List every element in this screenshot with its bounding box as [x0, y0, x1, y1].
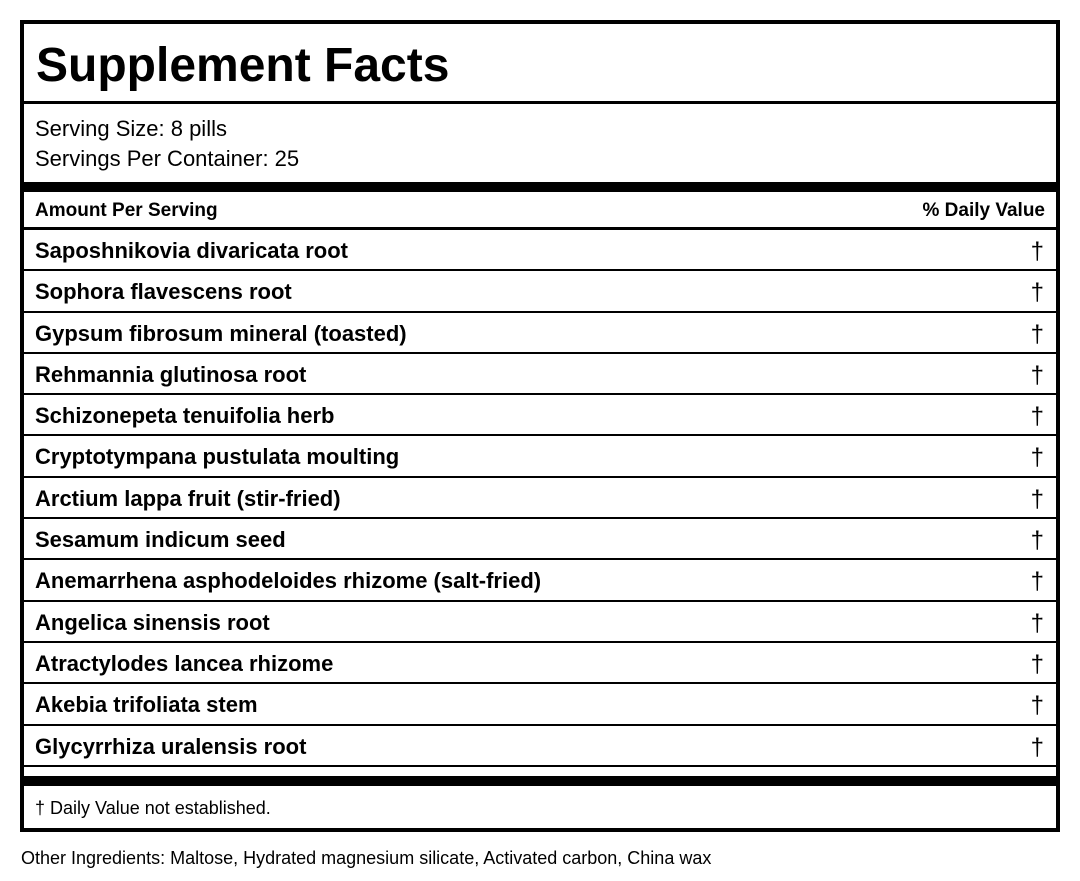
daily-value-mark: †	[1030, 238, 1044, 265]
ingredient-name: Saposhnikovia divaricata root	[35, 238, 348, 263]
daily-value-mark: †	[1030, 361, 1044, 389]
daily-value-mark: †	[1030, 320, 1044, 348]
ingredient-row	[24, 436, 1056, 477]
daily-value-mark: †	[1030, 692, 1044, 720]
daily-value-mark: †	[1030, 609, 1044, 637]
ingredient-row	[24, 478, 1056, 519]
daily-value-mark: †	[1030, 444, 1044, 472]
daily-value-mark: †	[1030, 733, 1044, 761]
ingredient-row	[24, 602, 1056, 643]
ingredient-row	[24, 230, 1056, 271]
panel-title: Supplement Facts	[36, 39, 450, 92]
ingredient-row	[24, 560, 1056, 601]
ingredient-name: Schizonepeta tenuifolia herb	[35, 403, 335, 429]
amount-per-serving-header: Amount Per Serving	[35, 200, 218, 221]
ingredient-name: Atractylodes lancea rhizome	[35, 650, 334, 676]
ingredient-name: Angelica sinensis root	[35, 609, 270, 635]
ingredient-row	[24, 726, 1056, 767]
ingredient-row	[24, 271, 1056, 312]
ingredient-name: Arctium lappa fruit (stir-fried)	[35, 485, 341, 511]
daily-value-mark: †	[1030, 403, 1044, 431]
other-ingredients: Other Ingredients: Maltose, Hydrated magnesium silicate, Activated carbon, China wax	[21, 848, 712, 868]
supplement-facts-panel	[20, 20, 1060, 832]
ingredient-name: Sophora flavescens root	[35, 279, 292, 305]
table-header	[24, 192, 1056, 230]
ingredient-name: Sesamum indicum seed	[35, 527, 286, 553]
thick-divider-top	[24, 182, 1056, 192]
ingredient-row	[24, 354, 1056, 395]
ingredient-name: Akebia trifoliata stem	[35, 692, 258, 718]
ingredient-row	[24, 519, 1056, 560]
daily-value-header: % Daily Value	[922, 200, 1045, 221]
title-bar	[24, 24, 1056, 104]
daily-value-mark: †	[1030, 485, 1044, 513]
daily-value-mark: †	[1030, 568, 1044, 596]
servings-per-container: Servings Per Container: 25	[35, 146, 300, 171]
ingredient-row	[24, 684, 1056, 725]
ingredient-list	[24, 230, 1056, 767]
ingredient-name: Anemarrhena asphodeloides rhizome (salt-fried)	[35, 568, 542, 594]
ingredient-name: Cryptotympana pustulata moulting	[35, 444, 400, 470]
thick-divider-bottom	[24, 776, 1056, 786]
daily-value-mark: †	[1030, 650, 1044, 678]
ingredient-row	[24, 643, 1056, 684]
serving-size: Serving Size: 8 pills	[35, 116, 227, 141]
daily-value-footnote: † Daily Value not established.	[35, 798, 271, 818]
ingredient-name: Rehmannia glutinosa root	[35, 361, 307, 387]
ingredient-row	[24, 395, 1056, 436]
ingredient-name: Glycyrrhiza uralensis root	[35, 733, 307, 759]
ingredient-name: Gypsum fibrosum mineral (toasted)	[35, 320, 407, 346]
ingredient-row	[24, 313, 1056, 354]
daily-value-mark: †	[1030, 279, 1044, 307]
daily-value-mark: †	[1030, 527, 1044, 555]
